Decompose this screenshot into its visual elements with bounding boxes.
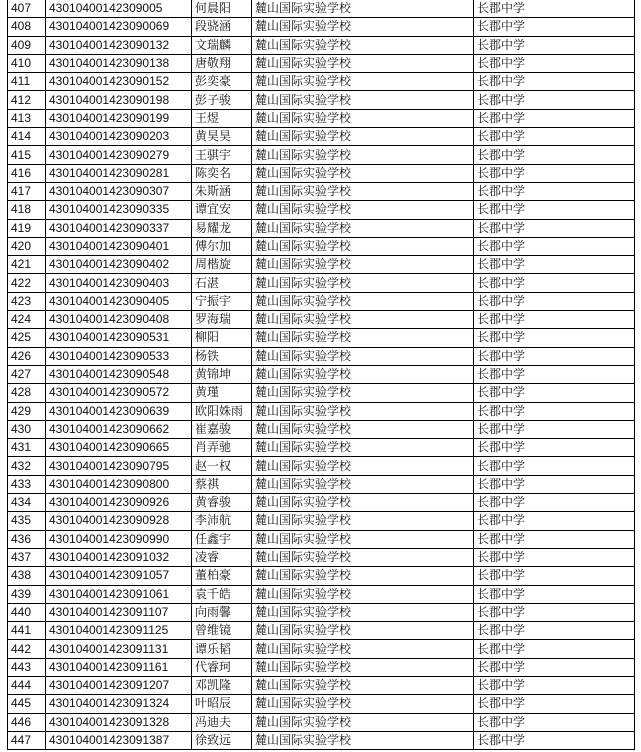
row-index-cell: 416 — [8, 164, 46, 182]
admitted-school-cell: 长郡中学 — [474, 36, 635, 54]
admitted-school-cell: 长郡中学 — [474, 475, 635, 493]
student-name-cell: 代睿珂 — [192, 658, 252, 676]
student-number-cell: 430104001423090279 — [46, 146, 192, 164]
student-number-cell: 43010400142309005 — [46, 0, 192, 18]
table-row — [8, 713, 635, 731]
graduating-school-cell: 麓山国际实验学校 — [252, 73, 474, 91]
graduating-school-cell: 麓山国际实验学校 — [252, 146, 474, 164]
table-row — [8, 420, 635, 438]
row-index-cell: 438 — [8, 567, 46, 585]
row-index-cell: 423 — [8, 292, 46, 310]
table-row — [8, 329, 635, 347]
row-index-cell: 437 — [8, 548, 46, 566]
table-row — [8, 237, 635, 255]
row-index-cell: 440 — [8, 603, 46, 621]
row-index-cell: 409 — [8, 36, 46, 54]
student-number-cell: 430104001423091328 — [46, 713, 192, 731]
admitted-school-cell: 长郡中学 — [474, 311, 635, 329]
student-name-cell: 凌睿 — [192, 548, 252, 566]
graduating-school-cell: 麓山国际实验学校 — [252, 292, 474, 310]
row-index-cell: 439 — [8, 585, 46, 603]
admitted-school-cell: 长郡中学 — [474, 274, 635, 292]
admitted-school-cell: 长郡中学 — [474, 530, 635, 548]
table-row — [8, 292, 635, 310]
admitted-school-cell: 长郡中学 — [474, 201, 635, 219]
student-name-cell: 段骁涵 — [192, 18, 252, 36]
student-number-cell: 430104001423090281 — [46, 164, 192, 182]
row-index-cell: 417 — [8, 182, 46, 200]
row-index-cell: 413 — [8, 109, 46, 127]
row-index-cell: 433 — [8, 475, 46, 493]
table-row — [8, 36, 635, 54]
row-index-cell: 407 — [8, 0, 46, 18]
admitted-school-cell: 长郡中学 — [474, 548, 635, 566]
student-name-cell: 李沛航 — [192, 512, 252, 530]
row-index-cell: 432 — [8, 457, 46, 475]
table-row — [8, 146, 635, 164]
graduating-school-cell: 麓山国际实验学校 — [252, 109, 474, 127]
row-index-cell: 441 — [8, 622, 46, 640]
graduating-school-cell: 麓山国际实验学校 — [252, 603, 474, 621]
row-index-cell: 436 — [8, 530, 46, 548]
student-name-cell: 肖弄驰 — [192, 439, 252, 457]
table-row — [8, 109, 635, 127]
row-index-cell: 430 — [8, 420, 46, 438]
graduating-school-cell: 麓山国际实验学校 — [252, 365, 474, 383]
table-row — [8, 365, 635, 383]
graduating-school-cell: 麓山国际实验学校 — [252, 128, 474, 146]
row-index-cell: 445 — [8, 695, 46, 713]
table-row — [8, 475, 635, 493]
graduating-school-cell: 麓山国际实验学校 — [252, 713, 474, 731]
student-number-cell: 430104001423091125 — [46, 622, 192, 640]
admitted-school-cell: 长郡中学 — [474, 219, 635, 237]
student-number-cell: 430104001423090402 — [46, 256, 192, 274]
student-name-cell: 崔嘉骏 — [192, 420, 252, 438]
admitted-school-cell: 长郡中学 — [474, 329, 635, 347]
admitted-school-cell: 长郡中学 — [474, 640, 635, 658]
student-number-cell: 430104001423090533 — [46, 347, 192, 365]
graduating-school-cell: 麓山国际实验学校 — [252, 676, 474, 694]
student-number-cell: 430104001423091057 — [46, 567, 192, 585]
student-name-cell: 何晨阳 — [192, 0, 252, 18]
student-number-cell: 430104001423090548 — [46, 365, 192, 383]
graduating-school-cell: 麓山国际实验学校 — [252, 0, 474, 18]
table-row — [8, 530, 635, 548]
admission-list-table — [7, 0, 635, 750]
graduating-school-cell: 麓山国际实验学校 — [252, 731, 474, 749]
table-row — [8, 585, 635, 603]
graduating-school-cell: 麓山国际实验学校 — [252, 548, 474, 566]
graduating-school-cell: 麓山国际实验学校 — [252, 420, 474, 438]
table-row — [8, 548, 635, 566]
student-name-cell: 黄锦坤 — [192, 365, 252, 383]
student-name-cell: 杨铁 — [192, 347, 252, 365]
student-name-cell: 黄瑾 — [192, 384, 252, 402]
student-name-cell: 罗海瑞 — [192, 311, 252, 329]
admitted-school-cell: 长郡中学 — [474, 128, 635, 146]
table-row — [8, 164, 635, 182]
graduating-school-cell: 麓山国际实验学校 — [252, 695, 474, 713]
student-number-cell: 430104001423090199 — [46, 109, 192, 127]
admitted-school-cell: 长郡中学 — [474, 512, 635, 530]
student-name-cell: 董柏豪 — [192, 567, 252, 585]
student-number-cell: 430104001423090152 — [46, 73, 192, 91]
graduating-school-cell: 麓山国际实验学校 — [252, 182, 474, 200]
graduating-school-cell: 麓山国际实验学校 — [252, 402, 474, 420]
student-number-cell: 430104001423090405 — [46, 292, 192, 310]
student-name-cell: 宁振宇 — [192, 292, 252, 310]
row-index-cell: 434 — [8, 494, 46, 512]
student-name-cell: 柳阳 — [192, 329, 252, 347]
admitted-school-cell: 长郡中学 — [474, 494, 635, 512]
admitted-school-cell: 长郡中学 — [474, 695, 635, 713]
row-index-cell: 446 — [8, 713, 46, 731]
graduating-school-cell: 麓山国际实验学校 — [252, 585, 474, 603]
graduating-school-cell: 麓山国际实验学校 — [252, 439, 474, 457]
row-index-cell: 447 — [8, 731, 46, 749]
graduating-school-cell: 麓山国际实验学校 — [252, 329, 474, 347]
student-name-cell: 石湛 — [192, 274, 252, 292]
graduating-school-cell: 麓山国际实验学校 — [252, 622, 474, 640]
table-row — [8, 54, 635, 72]
table-row — [8, 658, 635, 676]
admitted-school-cell: 长郡中学 — [474, 91, 635, 109]
admitted-school-cell: 长郡中学 — [474, 439, 635, 457]
student-number-cell: 430104001423091061 — [46, 585, 192, 603]
table-row — [8, 567, 635, 585]
student-number-cell: 430104001423090928 — [46, 512, 192, 530]
row-index-cell: 444 — [8, 676, 46, 694]
student-name-cell: 彭子骏 — [192, 91, 252, 109]
row-index-cell: 418 — [8, 201, 46, 219]
admitted-school-cell: 长郡中学 — [474, 18, 635, 36]
row-index-cell: 426 — [8, 347, 46, 365]
graduating-school-cell: 麓山国际实验学校 — [252, 91, 474, 109]
student-name-cell: 蔡祺 — [192, 475, 252, 493]
row-index-cell: 410 — [8, 54, 46, 72]
admitted-school-cell: 长郡中学 — [474, 256, 635, 274]
graduating-school-cell: 麓山国际实验学校 — [252, 475, 474, 493]
table-row — [8, 311, 635, 329]
student-name-cell: 黄昊昊 — [192, 128, 252, 146]
student-name-cell: 唐敬翔 — [192, 54, 252, 72]
student-number-cell: 430104001423090408 — [46, 311, 192, 329]
student-number-cell: 430104001423091032 — [46, 548, 192, 566]
student-number-cell: 430104001423090335 — [46, 201, 192, 219]
student-name-cell: 曾维镜 — [192, 622, 252, 640]
admitted-school-cell: 长郡中学 — [474, 347, 635, 365]
row-index-cell: 443 — [8, 658, 46, 676]
row-index-cell: 414 — [8, 128, 46, 146]
table-row — [8, 384, 635, 402]
student-number-cell: 430104001423090990 — [46, 530, 192, 548]
student-number-cell: 430104001423090926 — [46, 494, 192, 512]
admitted-school-cell: 长郡中学 — [474, 109, 635, 127]
admitted-school-cell: 长郡中学 — [474, 731, 635, 749]
student-number-cell: 430104001423091161 — [46, 658, 192, 676]
student-number-cell: 430104001423090639 — [46, 402, 192, 420]
admitted-school-cell: 长郡中学 — [474, 457, 635, 475]
row-index-cell: 422 — [8, 274, 46, 292]
student-number-cell: 430104001423090662 — [46, 420, 192, 438]
graduating-school-cell: 麓山国际实验学校 — [252, 347, 474, 365]
graduating-school-cell: 麓山国际实验学校 — [252, 54, 474, 72]
table-row — [8, 731, 635, 749]
admitted-school-cell: 长郡中学 — [474, 292, 635, 310]
row-index-cell: 424 — [8, 311, 46, 329]
student-number-cell: 430104001423091107 — [46, 603, 192, 621]
student-number-cell: 430104001423090337 — [46, 219, 192, 237]
admitted-school-cell: 长郡中学 — [474, 658, 635, 676]
table-row — [8, 201, 635, 219]
table-row — [8, 402, 635, 420]
row-index-cell: 431 — [8, 439, 46, 457]
student-number-cell: 430104001423090572 — [46, 384, 192, 402]
row-index-cell: 420 — [8, 237, 46, 255]
admitted-school-cell: 长郡中学 — [474, 585, 635, 603]
table-row — [8, 91, 635, 109]
graduating-school-cell: 麓山国际实验学校 — [252, 658, 474, 676]
student-number-cell: 430104001423090665 — [46, 439, 192, 457]
row-index-cell: 429 — [8, 402, 46, 420]
table-row — [8, 219, 635, 237]
graduating-school-cell: 麓山国际实验学校 — [252, 201, 474, 219]
admitted-school-cell: 长郡中学 — [474, 237, 635, 255]
student-name-cell: 谭乐韬 — [192, 640, 252, 658]
student-name-cell: 谭宜安 — [192, 201, 252, 219]
admitted-school-cell: 长郡中学 — [474, 603, 635, 621]
table-row — [8, 622, 635, 640]
table-row — [8, 494, 635, 512]
student-number-cell: 430104001423091131 — [46, 640, 192, 658]
student-name-cell: 邓凯隆 — [192, 676, 252, 694]
table-row — [8, 73, 635, 91]
table-row — [8, 512, 635, 530]
row-index-cell: 415 — [8, 146, 46, 164]
graduating-school-cell: 麓山国际实验学校 — [252, 384, 474, 402]
row-index-cell: 435 — [8, 512, 46, 530]
student-name-cell: 冯迪夫 — [192, 713, 252, 731]
admitted-school-cell: 长郡中学 — [474, 402, 635, 420]
graduating-school-cell: 麓山国际实验学校 — [252, 567, 474, 585]
table-row — [8, 182, 635, 200]
graduating-school-cell: 麓山国际实验学校 — [252, 640, 474, 658]
table-body — [8, 0, 635, 750]
student-number-cell: 430104001423090403 — [46, 274, 192, 292]
table-row — [8, 457, 635, 475]
student-name-cell: 向雨馨 — [192, 603, 252, 621]
row-index-cell: 419 — [8, 219, 46, 237]
student-name-cell: 彭奕豪 — [192, 73, 252, 91]
admitted-school-cell: 长郡中学 — [474, 676, 635, 694]
student-name-cell: 赵一权 — [192, 457, 252, 475]
student-number-cell: 430104001423090531 — [46, 329, 192, 347]
table-row — [8, 18, 635, 36]
admitted-school-cell: 长郡中学 — [474, 54, 635, 72]
graduating-school-cell: 麓山国际实验学校 — [252, 274, 474, 292]
student-name-cell: 周楷旋 — [192, 256, 252, 274]
row-index-cell: 442 — [8, 640, 46, 658]
row-index-cell: 411 — [8, 73, 46, 91]
student-name-cell: 朱斯涵 — [192, 182, 252, 200]
student-name-cell: 欧阳姝雨 — [192, 402, 252, 420]
graduating-school-cell: 麓山国际实验学校 — [252, 457, 474, 475]
graduating-school-cell: 麓山国际实验学校 — [252, 512, 474, 530]
admitted-school-cell: 长郡中学 — [474, 365, 635, 383]
student-number-cell: 430104001423091387 — [46, 731, 192, 749]
table-row — [8, 347, 635, 365]
graduating-school-cell: 麓山国际实验学校 — [252, 530, 474, 548]
student-number-cell: 430104001423090401 — [46, 237, 192, 255]
table-row — [8, 695, 635, 713]
admitted-school-cell: 长郡中学 — [474, 622, 635, 640]
admitted-school-cell: 长郡中学 — [474, 567, 635, 585]
admitted-school-cell: 长郡中学 — [474, 384, 635, 402]
student-number-cell: 430104001423090138 — [46, 54, 192, 72]
student-name-cell: 王煜 — [192, 109, 252, 127]
graduating-school-cell: 麓山国际实验学校 — [252, 237, 474, 255]
admitted-school-cell: 长郡中学 — [474, 713, 635, 731]
student-number-cell: 430104001423090132 — [46, 36, 192, 54]
row-index-cell: 408 — [8, 18, 46, 36]
table-row — [8, 439, 635, 457]
student-number-cell: 430104001423091324 — [46, 695, 192, 713]
admitted-school-cell: 长郡中学 — [474, 420, 635, 438]
student-number-cell: 430104001423090198 — [46, 91, 192, 109]
student-number-cell: 430104001423091207 — [46, 676, 192, 694]
admitted-school-cell: 长郡中学 — [474, 164, 635, 182]
graduating-school-cell: 麓山国际实验学校 — [252, 256, 474, 274]
graduating-school-cell: 麓山国际实验学校 — [252, 494, 474, 512]
row-index-cell: 412 — [8, 91, 46, 109]
student-name-cell: 袁千皓 — [192, 585, 252, 603]
table-row — [8, 0, 635, 18]
table-row — [8, 274, 635, 292]
table-row — [8, 676, 635, 694]
student-number-cell: 430104001423090800 — [46, 475, 192, 493]
student-name-cell: 叶昭辰 — [192, 695, 252, 713]
student-name-cell: 易耀龙 — [192, 219, 252, 237]
row-index-cell: 425 — [8, 329, 46, 347]
student-name-cell: 黄睿骏 — [192, 494, 252, 512]
admitted-school-cell: 长郡中学 — [474, 146, 635, 164]
row-index-cell: 421 — [8, 256, 46, 274]
graduating-school-cell: 麓山国际实验学校 — [252, 219, 474, 237]
table-row — [8, 640, 635, 658]
student-number-cell: 430104001423090069 — [46, 18, 192, 36]
table-row — [8, 603, 635, 621]
row-index-cell: 428 — [8, 384, 46, 402]
student-name-cell: 徐致远 — [192, 731, 252, 749]
student-name-cell: 文瑞麟 — [192, 36, 252, 54]
student-name-cell: 傅尔加 — [192, 237, 252, 255]
admitted-school-cell: 长郡中学 — [474, 0, 635, 18]
student-name-cell: 王骐宇 — [192, 146, 252, 164]
graduating-school-cell: 麓山国际实验学校 — [252, 36, 474, 54]
student-number-cell: 430104001423090795 — [46, 457, 192, 475]
table-row — [8, 128, 635, 146]
admitted-school-cell: 长郡中学 — [474, 73, 635, 91]
table-row — [8, 256, 635, 274]
row-index-cell: 427 — [8, 365, 46, 383]
student-name-cell: 陈奕名 — [192, 164, 252, 182]
student-number-cell: 430104001423090307 — [46, 182, 192, 200]
graduating-school-cell: 麓山国际实验学校 — [252, 164, 474, 182]
admitted-school-cell: 长郡中学 — [474, 182, 635, 200]
graduating-school-cell: 麓山国际实验学校 — [252, 18, 474, 36]
graduating-school-cell: 麓山国际实验学校 — [252, 311, 474, 329]
student-name-cell: 任鑫宇 — [192, 530, 252, 548]
student-number-cell: 430104001423090203 — [46, 128, 192, 146]
